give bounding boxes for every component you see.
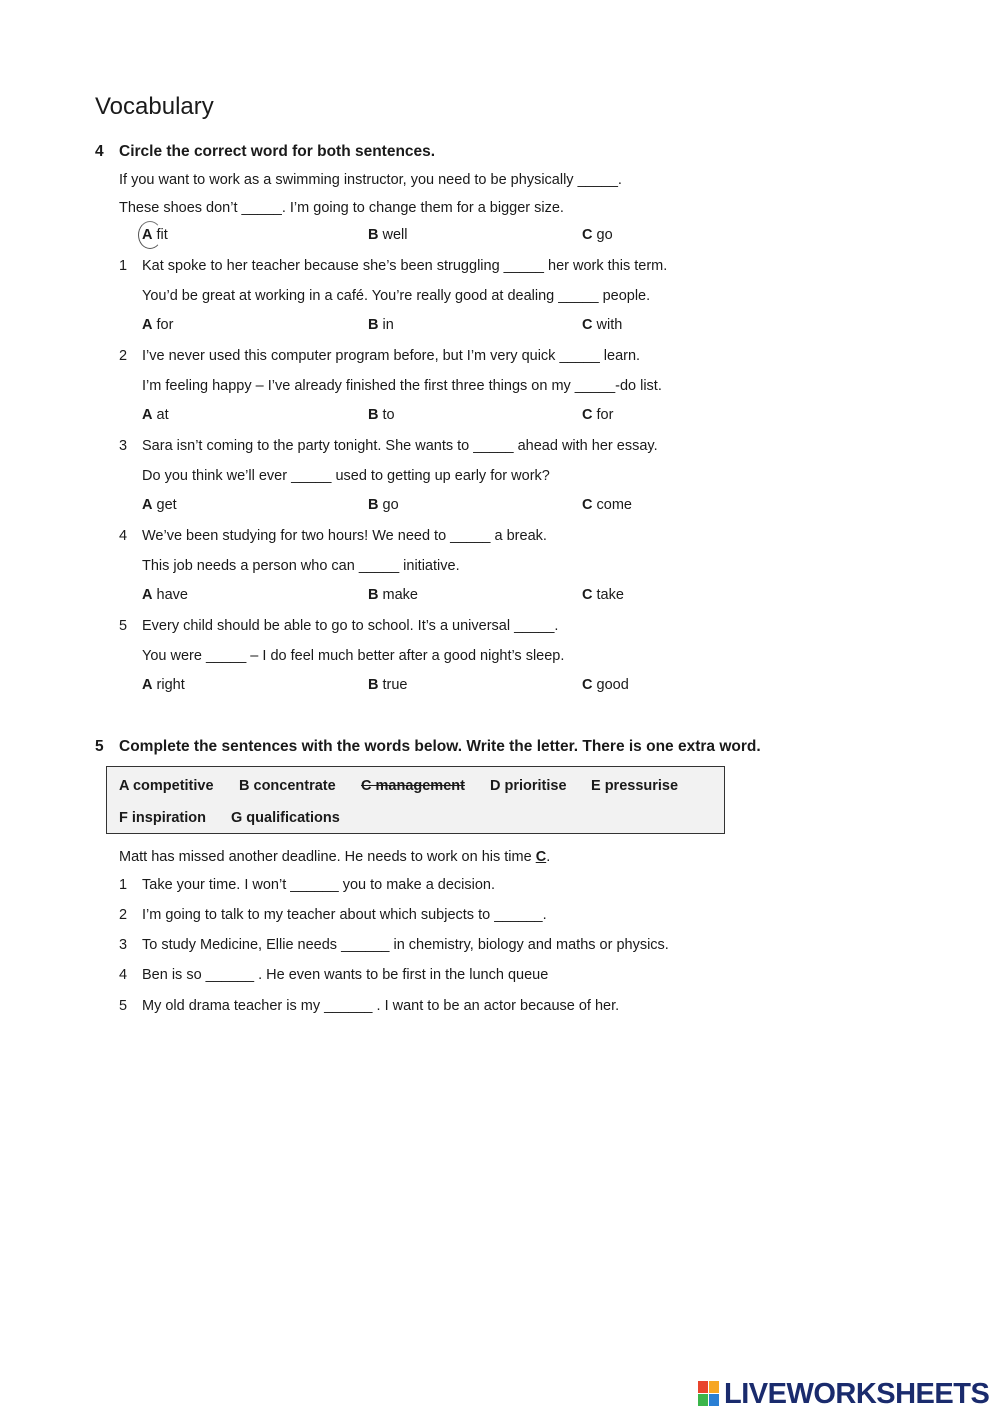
logo-text: LIVEWORKSHEETS <box>724 1377 990 1410</box>
option-b[interactable]: B true <box>368 677 408 693</box>
option-b[interactable]: B to <box>368 407 395 423</box>
exercise-instruction: Complete the sentences with the words below. Write the letter. There is one extra word. <box>119 738 761 755</box>
example-sentence: Matt has missed another deadline. He needs to work on his time C. <box>119 849 551 865</box>
word-option[interactable]: G qualifications <box>231 810 340 826</box>
exercise-4-heading <box>95 143 435 161</box>
question-number: 4 <box>119 528 128 544</box>
exercise-number: 5 <box>95 738 104 755</box>
example-answer: C <box>535 849 547 865</box>
option-a[interactable]: A fit <box>142 227 168 243</box>
option-c[interactable]: C go <box>582 227 613 243</box>
option-b[interactable]: B make <box>368 587 418 603</box>
question-number: 2 <box>119 907 128 923</box>
question-sentence: My old drama teacher is my ______ . I want to be an actor because of her. <box>142 998 620 1014</box>
word-option[interactable]: D prioritise <box>490 778 567 794</box>
question-number: 3 <box>119 937 128 953</box>
question-number: 5 <box>119 618 128 634</box>
question-number: 1 <box>119 877 128 893</box>
question-number: 2 <box>119 348 128 364</box>
question-sentence: Ben is so ______ . He even wants to be first in the lunch queue <box>142 967 549 983</box>
word-option[interactable]: E pressurise <box>591 778 679 794</box>
logo-icon <box>698 1381 720 1407</box>
option-c[interactable]: C good <box>582 677 629 693</box>
exercise-number: 4 <box>95 143 104 160</box>
option-c[interactable]: C come <box>582 497 632 513</box>
question-sentence: I’m going to talk to my teacher about which subjects to ______. <box>142 907 547 923</box>
question-sentence: To study Medicine, Ellie needs ______ in chemistry, biology and maths or physics. <box>142 937 669 953</box>
liveworksheets-logo <box>698 1378 989 1410</box>
word-option[interactable]: A competitive <box>119 778 214 794</box>
option-a[interactable]: A have <box>142 587 188 603</box>
option-a[interactable]: A get <box>142 497 177 513</box>
question-sentence: Take your time. I won’t ______ you to make a decision. <box>142 877 496 893</box>
option-a[interactable]: A at <box>142 407 169 423</box>
option-b[interactable]: B go <box>368 497 399 513</box>
word-option[interactable]: F inspiration <box>119 810 206 826</box>
example-sentence: If you want to work as a swimming instructor, you need to be physically _____. <box>119 172 622 188</box>
question-sentence: I’m feeling happy – I’ve already finished the first three things on my _____-do list. <box>142 378 662 394</box>
option-c[interactable]: C take <box>582 587 624 603</box>
exercise-instruction: Circle the correct word for both sentences. <box>119 143 436 160</box>
option-b[interactable]: B in <box>368 317 394 333</box>
question-number: 4 <box>119 967 128 983</box>
question-sentence: Sara isn’t coming to the party tonight. She wants to _____ ahead with her essay. <box>142 438 658 454</box>
page-title: Vocabulary <box>95 93 214 120</box>
question-sentence: You’d be great at working in a café. You’re really good at dealing _____ people. <box>142 288 651 304</box>
option-b[interactable]: B well <box>368 227 408 243</box>
word-option[interactable]: B concentrate <box>239 778 336 794</box>
exercise-5-heading <box>95 738 761 756</box>
question-sentence: We’ve been studying for two hours! We need to _____ a break. <box>142 528 547 544</box>
question-sentence: I’ve never used this computer program before, but I’m very quick _____ learn. <box>142 348 641 364</box>
question-number: 1 <box>119 258 128 274</box>
question-sentence: Every child should be able to go to school. It’s a universal _____. <box>142 618 559 634</box>
word-option-struck[interactable]: C management <box>361 778 465 794</box>
question-number: 3 <box>119 438 128 454</box>
question-number: 5 <box>119 998 128 1014</box>
question-sentence: Do you think we’ll ever _____ used to getting up early for work? <box>142 468 550 484</box>
question-sentence: You were _____ – I do feel much better after a good night’s sleep. <box>142 648 565 664</box>
example-sentence: These shoes don’t _____. I’m going to change them for a bigger size. <box>119 200 564 216</box>
question-sentence: Kat spoke to her teacher because she’s been struggling _____ her work this term. <box>142 258 668 274</box>
option-a[interactable]: A right <box>142 677 185 693</box>
question-sentence: This job needs a person who can _____ initiative. <box>142 558 460 574</box>
word-box <box>106 766 725 834</box>
option-c[interactable]: C for <box>582 407 614 423</box>
option-c[interactable]: C with <box>582 317 623 333</box>
option-a[interactable]: A for <box>142 317 174 333</box>
